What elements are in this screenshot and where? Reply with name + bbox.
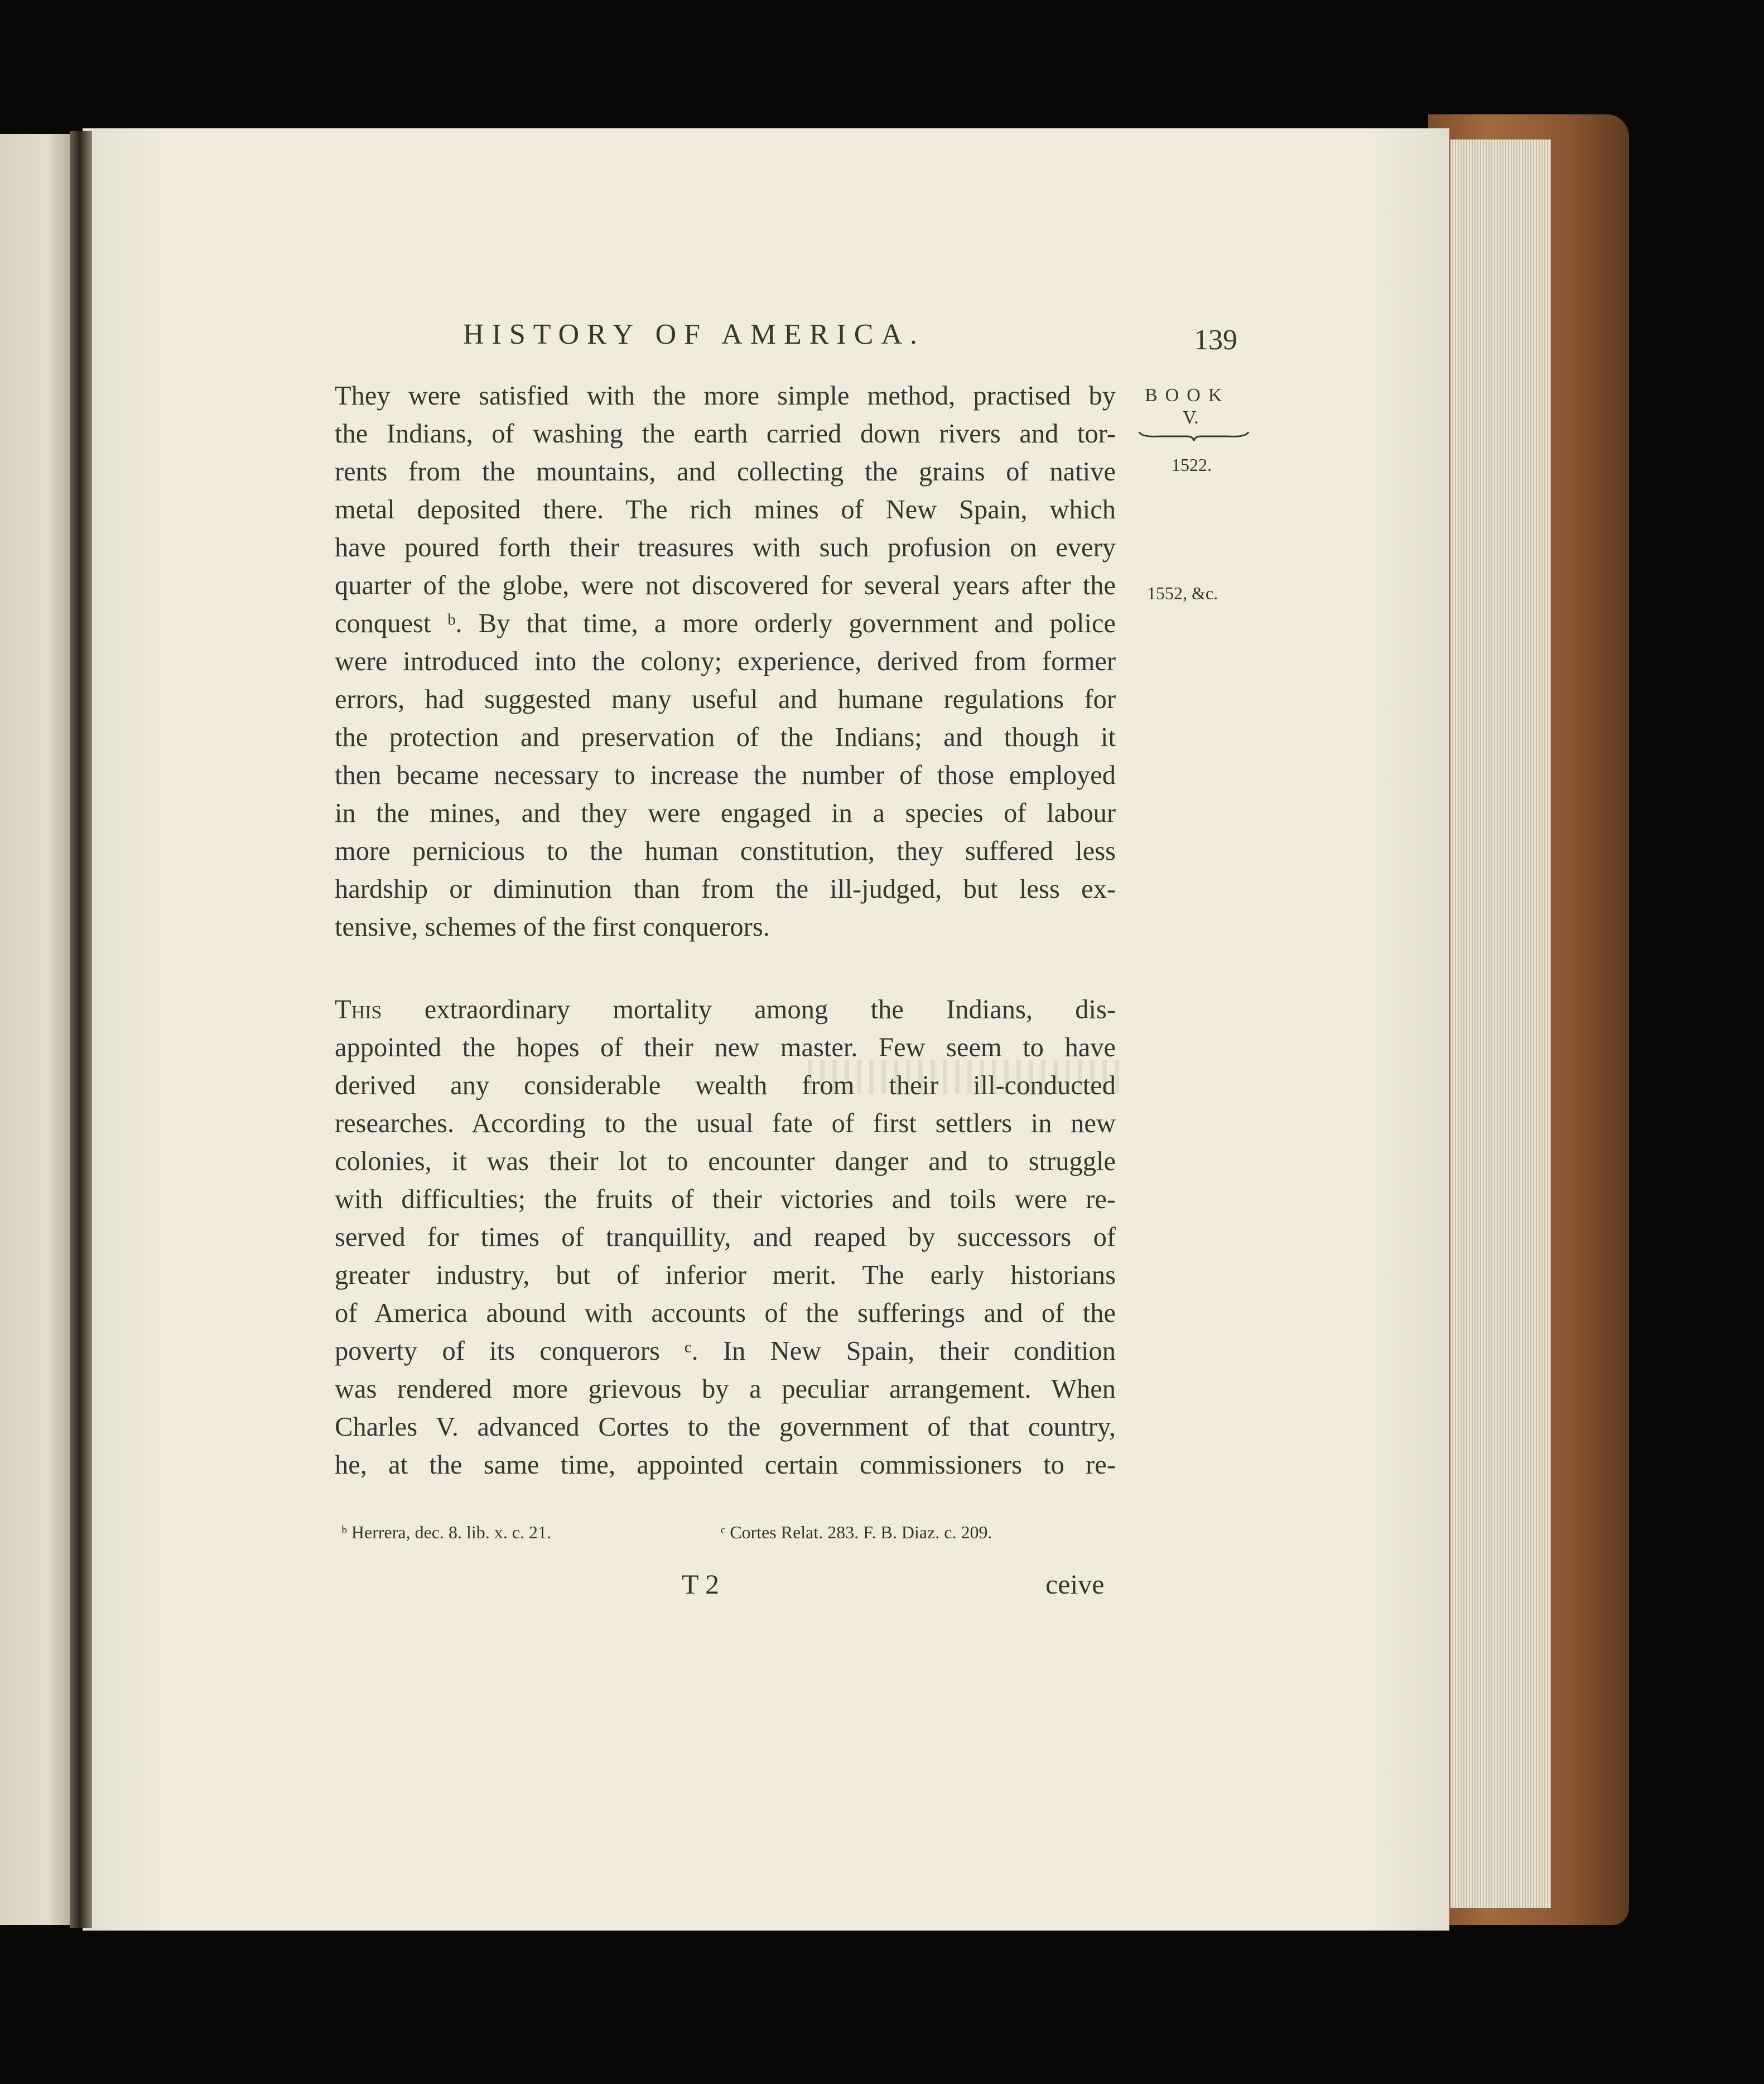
text-line: of America abound with accounts of the sufferings and of the: [335, 1298, 1116, 1328]
signature-mark: T 2: [682, 1568, 720, 1600]
text-line: researches. According to the usual fate of first settlers in new: [335, 1109, 1116, 1138]
text-line: more pernicious to the human constitution, they suffered less: [335, 836, 1116, 866]
paragraph-2: [335, 991, 1116, 1484]
text-line: quarter of the globe, were not discovered for several years after the: [335, 571, 1116, 600]
paragraph-lead-word: This: [335, 995, 382, 1024]
text-line: the protection and preservation of the Indians; and though it: [335, 723, 1116, 752]
page-number: 139: [1194, 324, 1237, 356]
text-line: derived any considerable wealth from their ill-conducted: [335, 1071, 1116, 1100]
text-line: rents from the mountains, and collecting the grains of native: [335, 457, 1116, 487]
text-line: he, at the same time, appointed certain commissioners to re-: [335, 1450, 1116, 1480]
text-line-first: [335, 991, 1116, 1029]
margin-date-1552: 1552, &c.: [1147, 583, 1218, 603]
footnote-c: ᶜ Cortes Relat. 283. F. B. Diaz. c. 209.: [721, 1522, 992, 1542]
paragraph-1: [335, 377, 1116, 946]
text-line: They were satisfied with the more simple method, practised by: [335, 381, 1116, 411]
text-line: in the mines, and they were engaged in a species of labour: [335, 798, 1116, 828]
margin-brace: [1138, 430, 1250, 442]
text-line: greater industry, but of inferior merit. The early historians: [335, 1260, 1116, 1290]
text-line: conquest ᵇ. By that time, a more orderly government and police: [335, 609, 1116, 638]
page-fore-edge: [1450, 139, 1551, 1908]
text-line: Charles V. advanced Cortes to the government of that country,: [335, 1412, 1116, 1442]
text-line: have poured forth their treasures with such profusion on every: [335, 533, 1116, 562]
footnote-b: ᵇ Herrera, dec. 8. lib. x. c. 21.: [341, 1522, 551, 1542]
margin-book-number: V.: [1183, 407, 1199, 428]
text-line: tensive, schemes of the first conquerors.: [335, 912, 770, 942]
text-line: the Indians, of washing the earth carried down rivers and tor-: [335, 419, 1116, 449]
text-line: served for times of tranquillity, and reaped by successors of: [335, 1223, 1116, 1252]
facing-page: [0, 134, 78, 1925]
text-line: appointed the hopes of their new master. Few seem to have: [335, 1033, 1116, 1062]
text-line: were introduced into the colony; experience, derived from former: [335, 647, 1116, 676]
running-head: HISTORY OF AMERICA.: [463, 319, 925, 350]
text-line: hardship or diminution than from the ill-judged, but less ex-: [335, 874, 1116, 904]
text-line: then became necessary to increase the number of those employed: [335, 761, 1116, 790]
catchword: ceive: [1045, 1568, 1105, 1600]
gutter-shadow: [70, 131, 92, 1928]
text-line: was rendered more grievous by a peculiar arrangement. When: [335, 1374, 1116, 1404]
text-line: with difficulties; the fruits of their victories and toils were re-: [335, 1185, 1116, 1214]
text-line: colonies, it was their lot to encounter danger and to struggle: [335, 1147, 1116, 1176]
margin-book-label: BOOK: [1145, 385, 1230, 406]
paragraph-first-line-rest: extraordinary mortality among the Indians, dis-: [382, 995, 1116, 1024]
text-line: poverty of its conquerors ᶜ. In New Spain, their condition: [335, 1336, 1116, 1366]
text-line: metal deposited there. The rich mines of New Spain, which: [335, 495, 1116, 524]
margin-date-1522: 1522.: [1172, 455, 1212, 475]
text-line: errors, had suggested many useful and humane regulations for: [335, 685, 1116, 714]
